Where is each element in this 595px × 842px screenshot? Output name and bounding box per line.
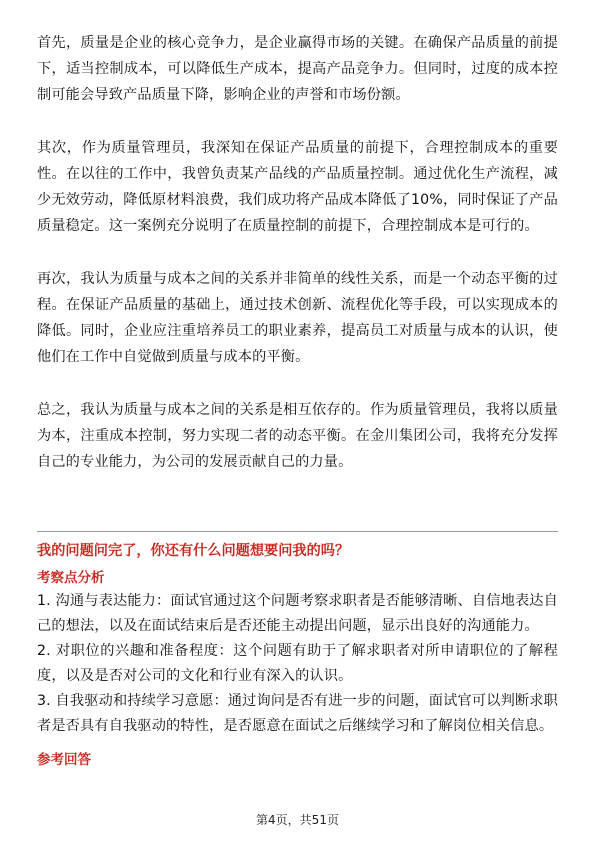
analysis-item-communication: 1. 沟通与表达能力：面试官通过这个问题考察求职者是否能够清晰、自信地表达自己的想法，以及在面试结束后是否还能主动提出问题，显示出良好的沟通能力。 <box>37 593 558 634</box>
paragraph-gap <box>37 370 558 397</box>
question-heading: 我的问题问完了，你还有什么问题想要问我的吗？ <box>37 543 350 559</box>
page-number: 第4页，共51页 <box>256 813 339 827</box>
paragraph-gap <box>37 239 558 266</box>
analysis-item-interest: 2. 对职位的兴趣和准备程度：这个问题有助于了解求职者对所申请职位的了解程度，以及是否对公司的文化和行业有深入的认识。 <box>37 643 558 684</box>
question-section <box>37 539 558 771</box>
paragraph-conclusion: 总之，我认为质量与成本之间的关系是相互依存的。作为质量管理员，我将以质量为本，注重成本控制，努力实现二者的动态平衡。在金川集团公司，我将充分发挥自己的专业能力，为公司的发展贡献自己的力量。 <box>37 402 558 470</box>
paragraph-second: 其次，作为质量管理员，我深知在保证产品质量的前提下，合理控制成本的重要性。在以往的工作中，我曾负责某产品线的产品质量控制。通过优化生产流程，减少无效劳动，降低原材料浪费，我们成功将产品成本降低了10%，同时保证了产品质量稳定。这一案例充分说明了在质量控制的前提下，合理控制成本是可行的。 <box>37 140 558 234</box>
answer-body <box>37 30 558 475</box>
paragraph-third: 再次，我认为质量与成本之间的关系并非简单的线性关系，而是一个动态平衡的过程。在保证产品质量的基础上，通过技术创新、流程优化等手段，可以实现成本的降低。同时，企业应注重培养员工的职业素养，提高员工对质量与成本的认识，使他们在工作中自觉做到质量与成本的平衡。 <box>37 271 558 365</box>
paragraph-gap <box>37 108 558 135</box>
paragraph-first: 首先，质量是企业的核心竞争力，是企业赢得市场的关键。在确保产品质量的前提下，适当控制成本，可以降低生产成本，提高产品竞争力。但同时，过度的成本控制可能会导致产品质量下降，影响企业的声誉和市场份额。 <box>37 35 558 103</box>
reference-answer-heading: 参考回答 <box>37 752 91 768</box>
analysis-item-self-drive: 3. 自我驱动和持续学习意愿：通过询问是否有进一步的问题，面试官可以判断求职者是否具有自我驱动的特性，是否愿意在面试之后继续学习和了解岗位相关信息。 <box>37 693 558 734</box>
section-divider <box>37 531 558 532</box>
analysis-heading: 考察点分析 <box>37 570 105 586</box>
